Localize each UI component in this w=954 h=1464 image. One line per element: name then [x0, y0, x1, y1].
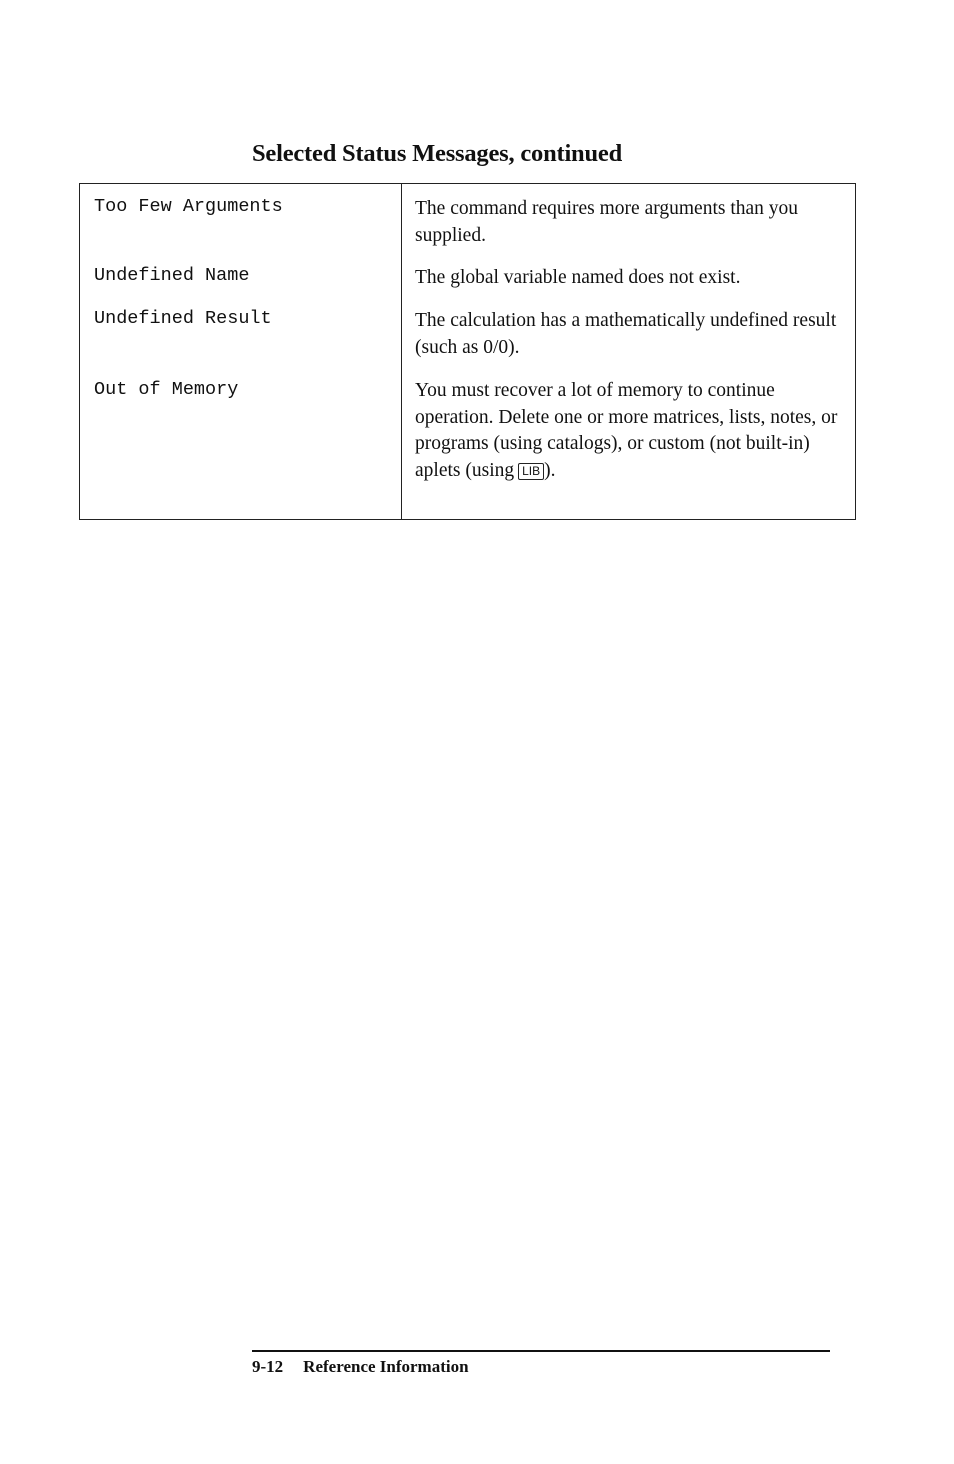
footer-section: Reference Information: [303, 1357, 469, 1376]
lib-key-icon: LIB: [518, 463, 544, 480]
footer-rule: [252, 1350, 830, 1352]
message-desc-undefined-name: The global variable named does not exist.: [415, 267, 741, 288]
column-divider: [401, 184, 402, 519]
out-of-memory-text: You must recover a lot of memory to continue operation. Delete one or more matrices, lists, notes, or programs (using catalogs), or custom (not built-in) aplets (using: [415, 380, 838, 481]
page-number: 9-12: [252, 1357, 284, 1376]
message-desc-out-of-memory: [415, 378, 847, 484]
out-of-memory-text-end: ).: [544, 459, 556, 481]
message-code-out-of-memory: Out of Memory: [94, 379, 239, 400]
message-desc-too-few-arguments: The command requires more arguments than you supplied.: [415, 198, 799, 246]
status-messages-table: [79, 183, 856, 520]
message-code-undefined-result: Undefined Result: [94, 308, 272, 329]
page-footer: [252, 1357, 469, 1377]
message-code-undefined-name: Undefined Name: [94, 265, 250, 286]
page-title: Selected Status Messages, continued: [252, 140, 623, 167]
message-code-too-few-arguments: Too Few Arguments: [94, 196, 283, 217]
message-desc-undefined-result: The calculation has a mathematically undefined result (such as 0/0).: [415, 310, 837, 358]
